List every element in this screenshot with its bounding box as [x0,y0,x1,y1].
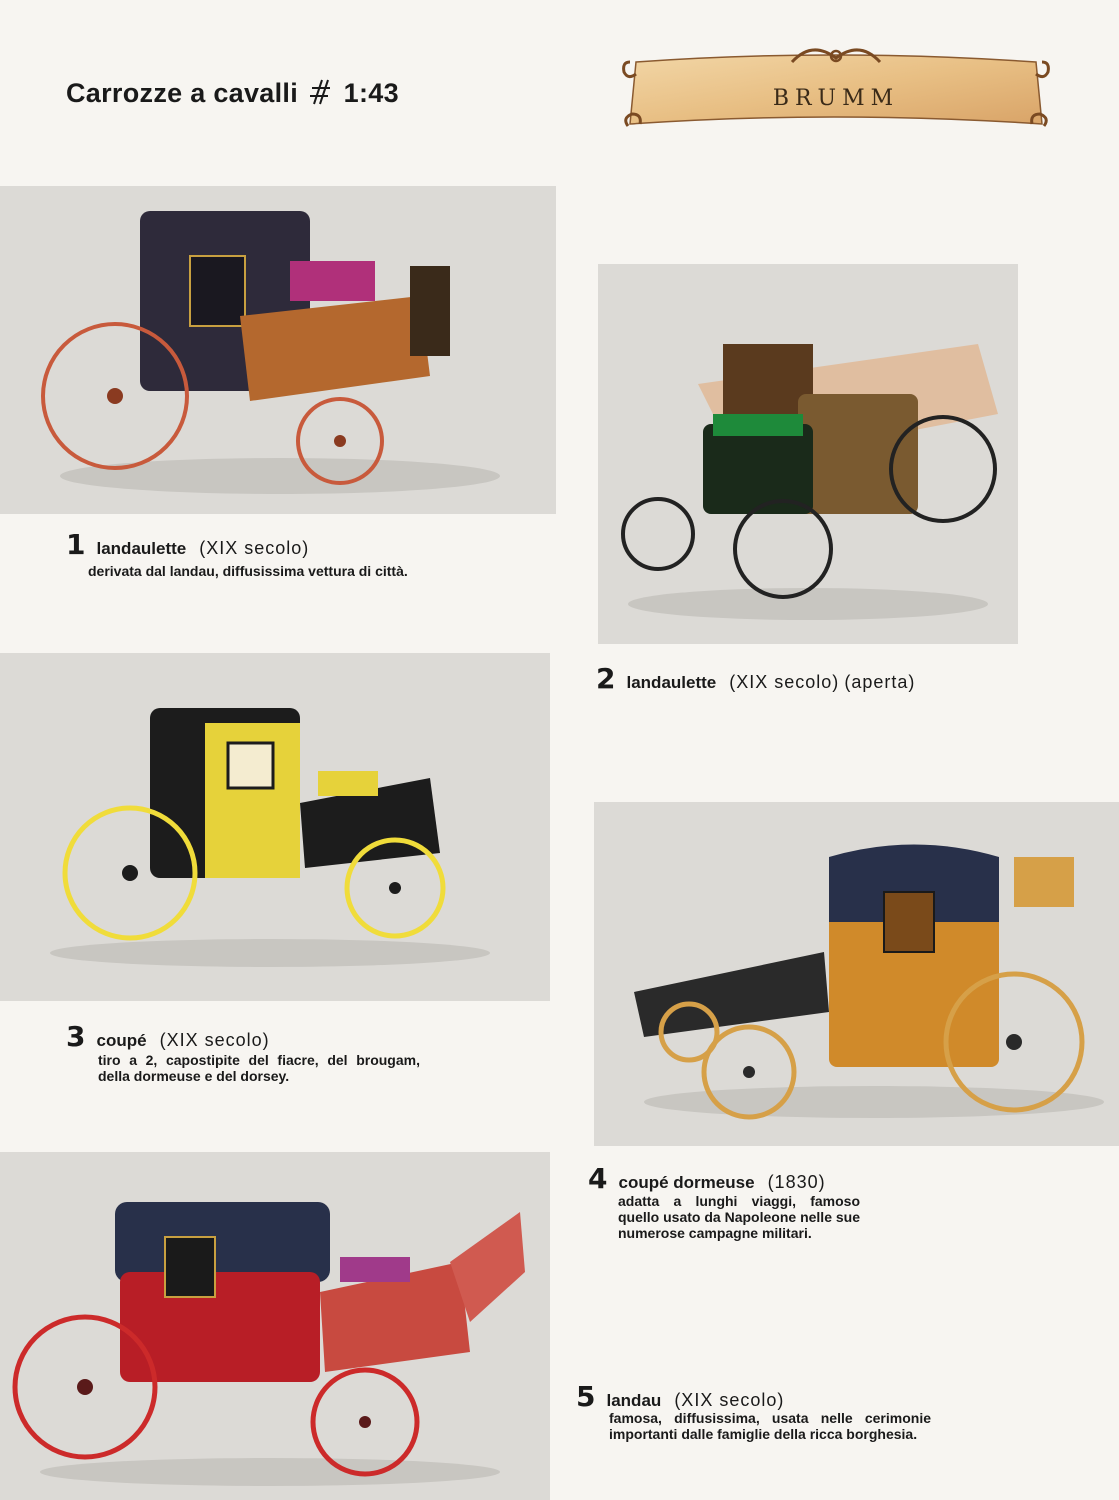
scale-icon [308,78,332,106]
carriage-photo-3 [0,653,550,1001]
item-name: landau [606,1391,662,1410]
item-name: landaulette [96,539,187,558]
item-period: (XIX secolo) [674,1390,785,1410]
item-name: coupé dormeuse [618,1173,755,1192]
carriage-photo-4 [594,802,1119,1146]
carriage-illustration-2 [598,264,1018,644]
item-number: 1 [66,528,86,561]
carriage-photo-1 [0,186,556,514]
item-name: coupé [96,1031,147,1050]
caption-5-head [576,1380,784,1413]
carriage-photo-2 [598,264,1018,644]
carriage-illustration-4 [594,802,1119,1146]
caption-4-desc: adatta a lunghi viaggi, famoso quello usato da Napoleone nelle sue numerose campagne militari. [618,1193,860,1241]
caption-3-desc: tiro a 2, capostipite del fiacre, del brougam, della dormeuse e del dorsey. [98,1052,420,1084]
brand-banner [622,44,1050,136]
page-title [66,78,399,109]
brand-name: BRUMM [772,86,900,111]
item-period: (1830) [767,1172,826,1192]
caption-5-desc: famosa, diffusissima, usata nelle cerimonie importanti dalle famiglie della ricca borghesia. [609,1410,931,1442]
item-number: 4 [588,1162,608,1195]
caption-3-head [66,1020,270,1053]
item-period: (XIX secolo) [729,672,840,692]
item-number: 5 [576,1380,596,1413]
carriage-illustration-5 [0,1152,550,1500]
carriage-illustration-1 [0,186,556,514]
carriage-illustration-3 [0,653,550,1001]
caption-2-head [596,662,915,695]
caption-1-head [66,528,309,561]
item-number: 3 [66,1020,86,1053]
carriage-photo-5 [0,1152,550,1500]
item-extra: (aperta) [844,672,916,692]
item-period: (XIX secolo) [199,538,310,558]
caption-4-head [588,1162,826,1195]
caption-1-desc: derivata dal landau, diffusissima vettura di città. [88,563,408,579]
title-text: Carrozze a cavalli [66,78,299,108]
title-scale: 1:43 [343,78,399,108]
item-period: (XIX secolo) [159,1030,270,1050]
item-number: 2 [596,662,616,695]
item-name: landaulette [626,673,717,692]
